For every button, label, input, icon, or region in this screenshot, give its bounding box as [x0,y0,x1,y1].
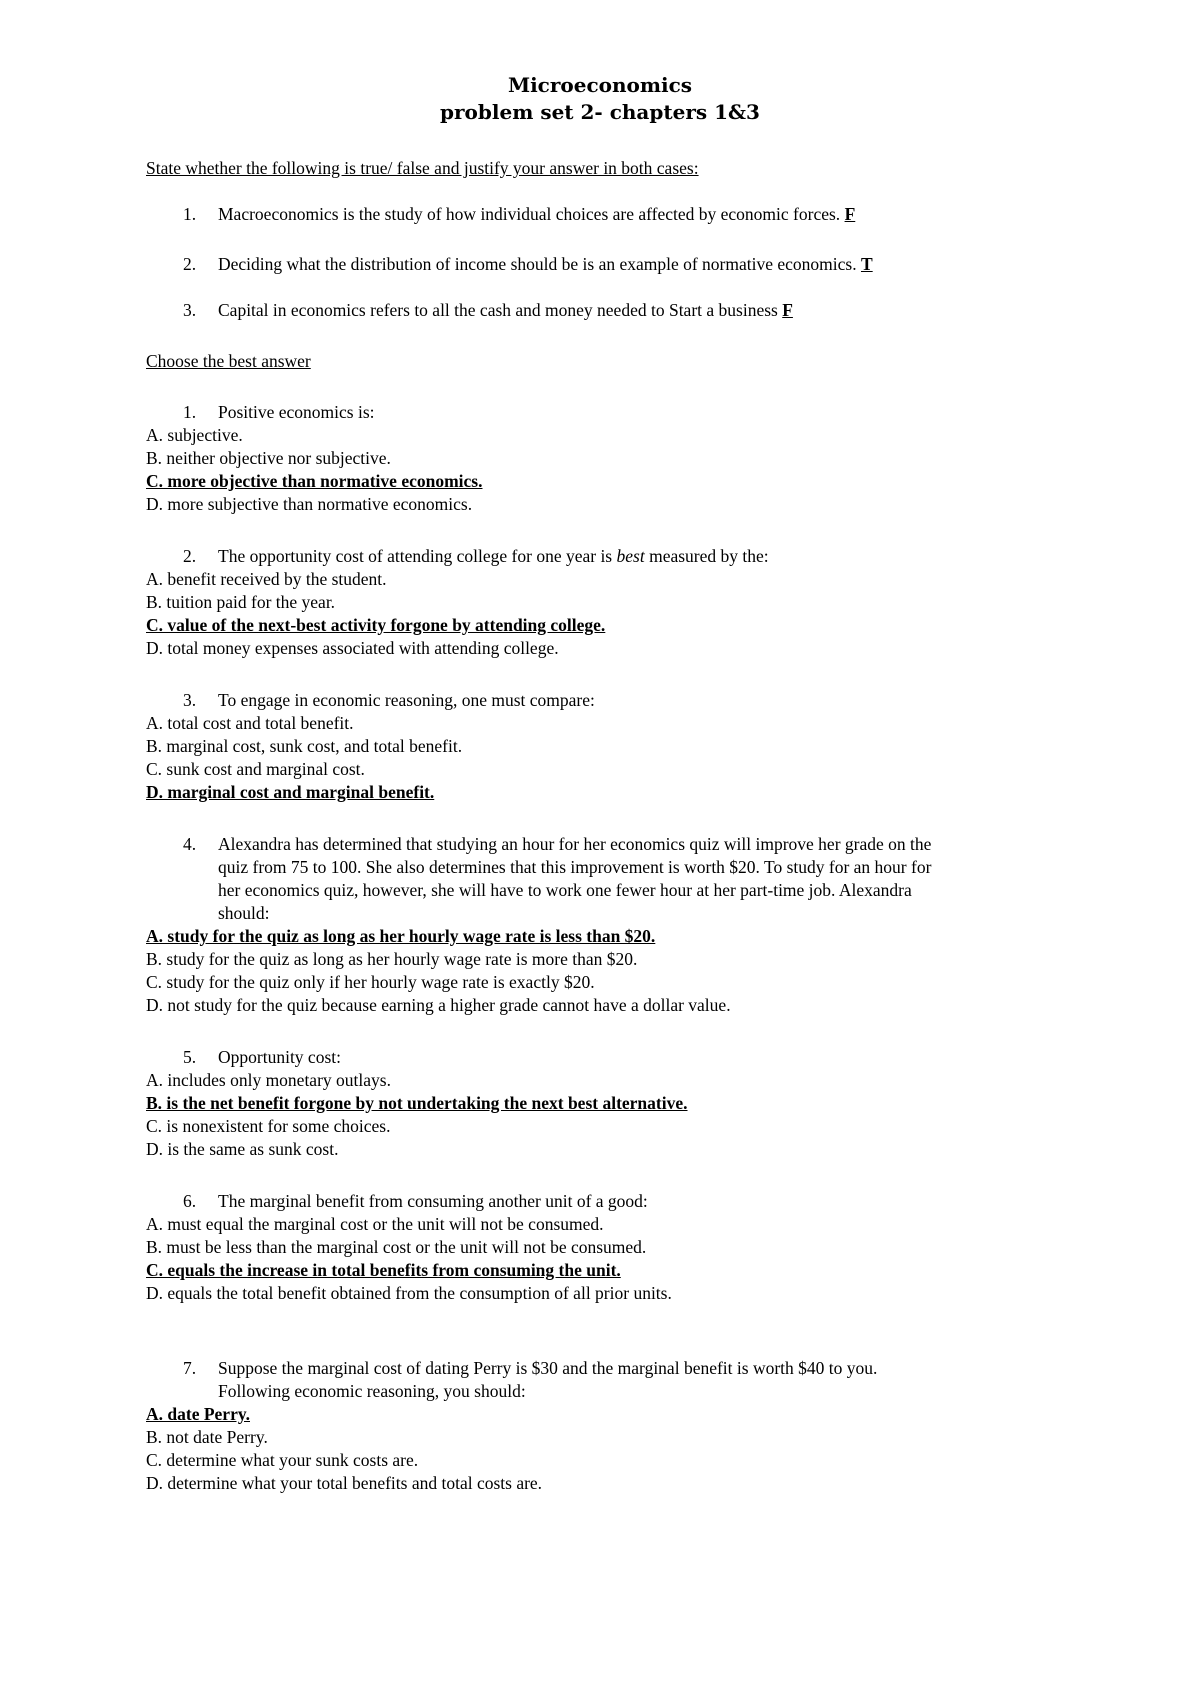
tf-item-1 [183,203,855,226]
q2-option-d: D. total money expenses associated with attending college. [146,638,559,658]
tf-item-2 [183,253,873,276]
q1-option-d: D. more subjective than normative economics. [146,494,473,514]
question-stem-line: should: [218,903,270,923]
mc-question-2 [183,545,769,568]
q4-option-b: B. study for the quiz as long as her hourly wage rate is more than $20. [146,949,638,969]
q4-option-d: D. not study for the quiz because earning a higher grade cannot have a dollar value. [146,995,731,1015]
question-stem: Positive economics is: [218,402,375,422]
tf-answer: T [860,254,873,274]
q4-option-c: C. study for the quiz only if her hourly wage rate is exactly $20. [146,972,595,992]
true-false-instructions: State whether the following is true/ false and justify your answer in both cases: [146,158,699,178]
question-stem: Opportunity cost: [218,1047,341,1067]
q3-option-c: C. sunk cost and marginal cost. [146,759,365,779]
multiple-choice-instructions: Choose the best answer [146,351,311,371]
document-subtitle: problem set 2- chapters 1&3 [440,100,760,124]
question-number: 7. [183,1358,197,1378]
q2-option-c-correct: C. value of the next-best activity forgone by attending college. [146,615,606,635]
question-number: 1. [183,402,197,422]
tf-answer: F [844,204,856,224]
q2-option-a: A. benefit received by the student. [146,569,387,589]
question-stem-part: The opportunity cost of attending college for one year is [218,546,617,566]
question-stem-line: Suppose the marginal cost of dating Perry is $30 and the marginal benefit is worth $40 to you. [218,1358,878,1378]
q7-option-b: B. not date Perry. [146,1427,268,1447]
question-number: 5. [183,1047,197,1067]
question-stem: To engage in economic reasoning, one must compare: [218,690,595,710]
q4-option-a-correct: A. study for the quiz as long as her hourly wage rate is less than $20. [146,926,656,946]
q5-option-c: C. is nonexistent for some choices. [146,1116,391,1136]
question-stem-line: Following economic reasoning, you should: [218,1381,526,1401]
q5-option-b-correct: B. is the net benefit forgone by not undertaking the next best alternative. [146,1093,688,1113]
question-stem-line: her economics quiz, however, she will have to work one fewer hour at her part-time job. Alexandra [218,880,912,900]
mc-question-3 [183,689,595,712]
q7-option-a-correct: A. date Perry. [146,1404,250,1424]
tf-item-text: Deciding what the distribution of income should be is an example of normative economics. [218,254,861,274]
mc-question-7 [183,1357,877,1380]
tf-item-number: 3. [183,300,197,320]
question-stem-part: measured by the: [644,546,769,566]
q3-option-d-correct: D. marginal cost and marginal benefit. [146,782,435,802]
question-number: 2. [183,546,197,566]
question-stem-line: quiz from 75 to 100. She also determines that this improvement is worth $20. To study for an hour for [218,857,932,877]
tf-answer: F [782,300,793,320]
tf-item-text: Capital in economics refers to all the cash and money needed to Start a business [218,300,783,320]
tf-item-number: 1. [183,204,197,224]
question-number: 6. [183,1191,197,1211]
q5-option-a: A. includes only monetary outlays. [146,1070,391,1090]
q7-option-d: D. determine what your total benefits and total costs are. [146,1473,543,1493]
q7-option-c: C. determine what your sunk costs are. [146,1450,419,1470]
question-number: 3. [183,690,197,710]
q5-option-d: D. is the same as sunk cost. [146,1139,339,1159]
q3-option-b: B. marginal cost, sunk cost, and total benefit. [146,736,463,756]
q6-option-d: D. equals the total benefit obtained from the consumption of all prior units. [146,1283,672,1303]
tf-item-text: Macroeconomics is the study of how individual choices are affected by economic forces. [218,204,845,224]
q6-option-b: B. must be less than the marginal cost or the unit will not be consumed. [146,1237,647,1257]
question-stem-line: Alexandra has determined that studying an hour for her economics quiz will improve her grade on the [218,834,932,854]
mc-question-6 [183,1190,648,1213]
tf-item-number: 2. [183,254,197,274]
question-stem-emphasis: best [616,546,645,566]
question-number: 4. [183,834,197,854]
mc-question-4 [183,833,931,856]
mc-question-1 [183,401,375,424]
q1-option-b: B. neither objective nor subjective. [146,448,391,468]
tf-item-3 [183,299,793,322]
q6-option-a: A. must equal the marginal cost or the unit will not be consumed. [146,1214,604,1234]
q2-option-b: B. tuition paid for the year. [146,592,336,612]
mc-question-5 [183,1046,341,1069]
q3-option-a: A. total cost and total benefit. [146,713,354,733]
question-stem: The marginal benefit from consuming another unit of a good: [218,1191,648,1211]
document-title: Microeconomics [507,73,693,97]
q6-option-c-correct: C. equals the increase in total benefits from consuming the unit. [146,1260,621,1280]
q1-option-c-correct: C. more objective than normative economics. [146,471,483,491]
q1-option-a: A. subjective. [146,425,243,445]
